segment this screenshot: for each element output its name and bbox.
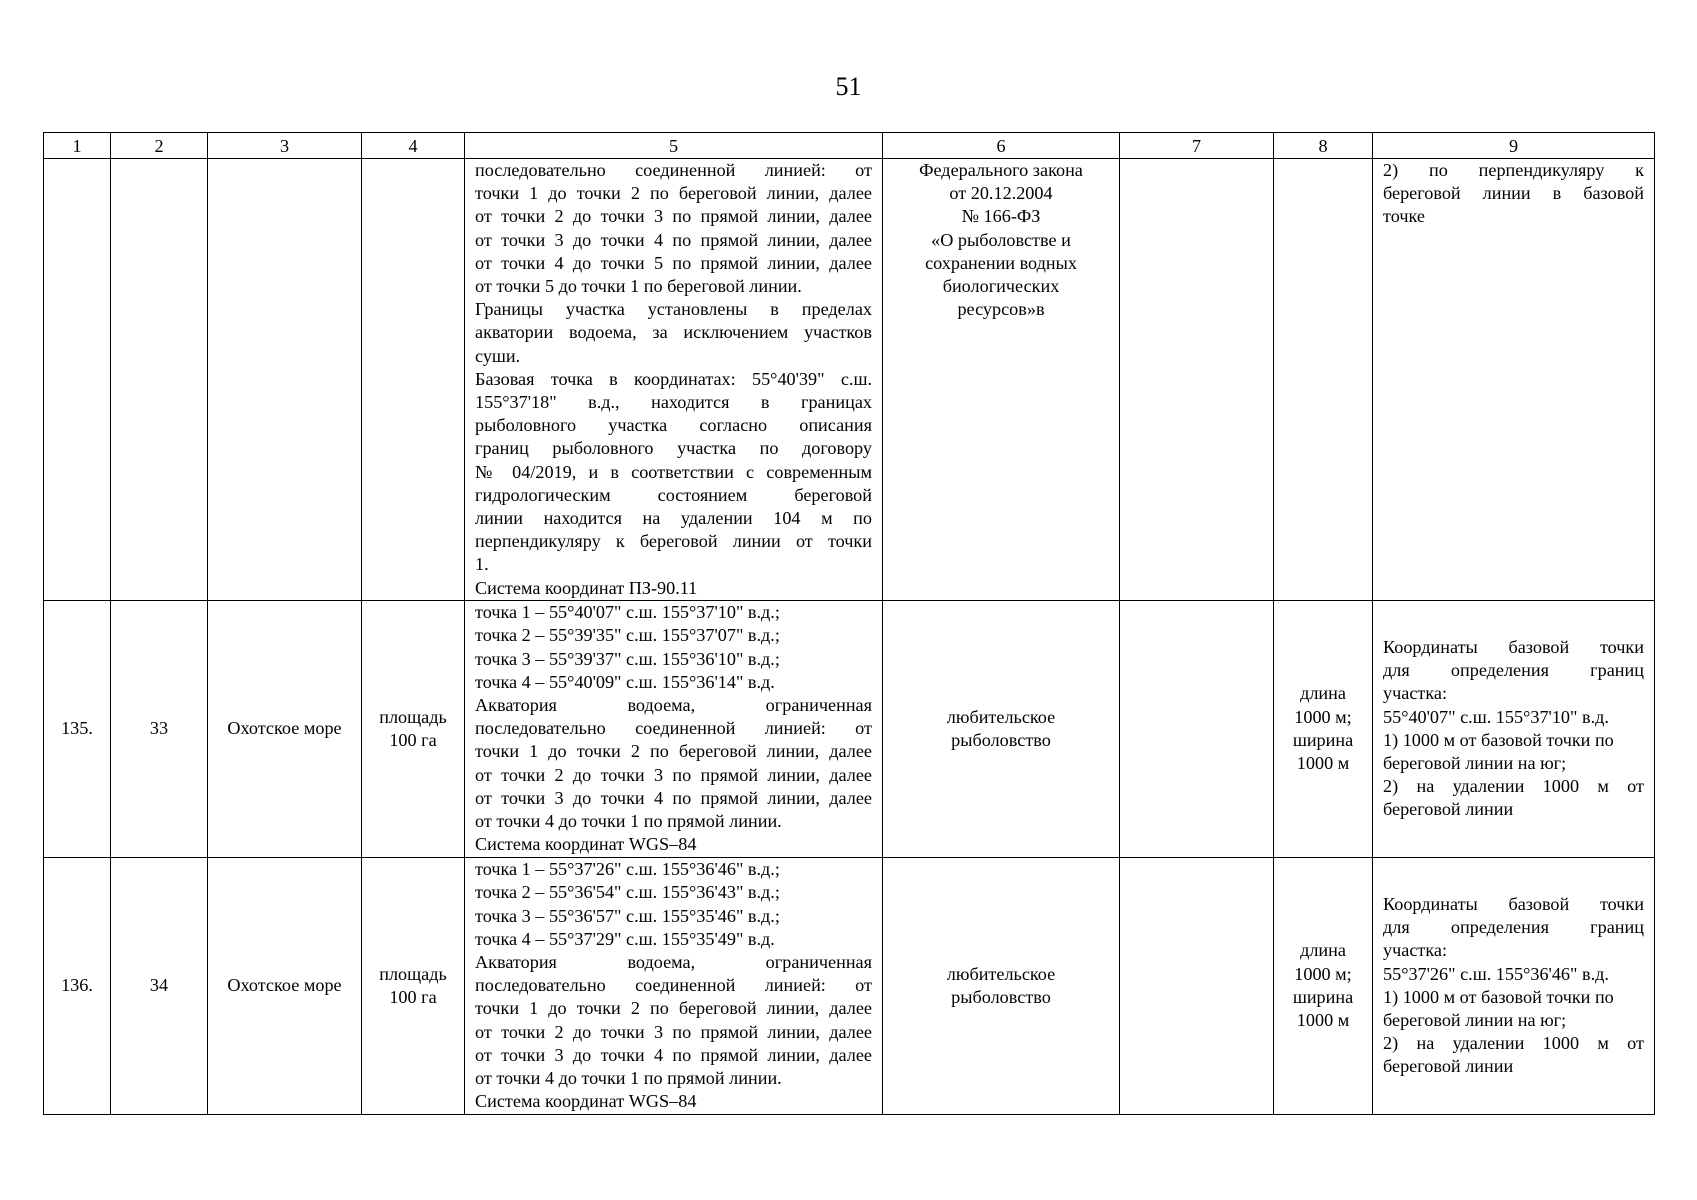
text-line: точка 4 – 55°37'29" с.ш. 155°35'49" в.д. [475,928,775,949]
cell-size [1274,600,1373,857]
text-line: длина [1300,940,1346,961]
text-line: для определения границ [1383,660,1644,681]
text-line: последовательно соединенной линией: от [475,718,872,739]
text-line: рыболовство [951,729,1051,750]
text-line: акватории водоема, за исключением участков [475,322,872,343]
cell-purpose [883,857,1120,1114]
cell-base-point [1373,600,1655,857]
text-line: участка: [1383,683,1448,704]
text-line: точка 2 – 55°39'35" с.ш. 155°37'07" в.д.; [475,625,780,646]
text-line: 55°40'07" с.ш. 155°37'10" в.д. [1383,706,1609,727]
header-row [44,133,1655,159]
header-col-5: 5 [465,133,883,159]
header-col-6: 6 [883,133,1120,159]
text-line: суши. [475,345,521,366]
text-line: биологических [942,276,1060,297]
cell-site [111,159,208,601]
header-col-3: 3 [208,133,362,159]
text-line: участка: [1383,940,1448,961]
text-line: точка 3 – 55°36'57" с.ш. 155°35'46" в.д.; [475,905,780,926]
text-line: Акватория водоема, ограниченная [475,695,872,716]
cell-base-point [1373,159,1655,601]
text-line: для определения границ [1383,917,1644,938]
text-line: от точки 4 до точки 5 по прямой линии, далее [475,252,872,273]
text-line: от точки 5 до точки 1 по береговой линии. [475,276,802,297]
text-line: точка 3 – 55°39'37" с.ш. 155°36'10" в.д.; [475,648,780,669]
text-line: Базовая точка в координатах: 55°40'39" с.ш. [475,368,872,389]
page-number: 51 [835,72,862,101]
text-line: 2) на удалении 1000 м от [1383,1033,1644,1054]
text-line: 2) на удалении 1000 м от [1383,776,1644,797]
text-line: Система координат WGS–84 [475,1091,697,1112]
text-line: рыболовного участка согласно описания [475,415,872,436]
text-line: «О рыболовстве и [931,229,1071,250]
text-line: точка 2 – 55°36'54" с.ш. 155°36'43" в.д.; [475,882,780,903]
cell-num [44,159,111,601]
text-line: от точки 2 до точки 3 по прямой линии, далее [475,1021,872,1042]
text-line: линии находится на удалении 104 м по [475,508,872,529]
cell-boundary-description [465,159,883,601]
cell-boundary-description [465,600,883,857]
text-line: последовательно соединенной линией: от [475,975,872,996]
text-line: от точки 4 до точки 1 по прямой линии. [475,1068,782,1089]
cell-purpose [883,159,1120,601]
text-line: рыболовство [951,986,1051,1007]
text-line: 1000 м [1296,753,1350,774]
text-line: Система координат WGS–84 [475,834,697,855]
text-line: 1000 м; [1294,963,1352,984]
text-line: 1000 м [1296,1010,1350,1031]
text-line: № 166-ФЗ [961,206,1041,227]
text-line: границ рыболовного участка по договору [475,438,872,459]
text-line: береговой линии [1383,1056,1514,1077]
cell-area [362,857,465,1114]
text-line: 55°37'26" с.ш. 155°36'46" в.д. [1383,963,1609,984]
text-line: 1) 1000 м от базовой точки по [1383,986,1614,1007]
text-line: Координаты базовой точки [1383,637,1644,658]
text-line: от точки 3 до точки 4 по прямой линии, далее [475,1044,872,1065]
text-line: любительское [946,963,1056,984]
text-line: площадь [379,706,447,727]
cell-col7 [1120,857,1274,1114]
text-line: от точки 2 до точки 3 по прямой линии, далее [475,764,872,785]
header-col-7: 7 [1120,133,1274,159]
text-line: 155°37'18" в.д., находится в границах [475,392,872,413]
text-line: 2) по перпендикуляру к [1383,160,1644,180]
text-line: перпендикуляру к береговой линии от точки [475,531,872,552]
text-line: Система координат ПЗ-90.11 [475,577,698,598]
table-row-continuation [44,159,1655,601]
header-col-1: 1 [44,133,111,159]
registry-table [43,132,1655,1115]
text-line: точки 1 до точки 2 по береговой линии, далее [475,183,872,204]
cell-num: 136. [44,857,111,1114]
text-line: 1000 м; [1294,706,1352,727]
text-line: № 04/2019, и в соответствии с современным [475,461,872,482]
cell-name: Охотское море [208,600,362,857]
cell-num: 135. [44,600,111,857]
cell-site: 34 [111,857,208,1114]
cell-base-point [1373,857,1655,1114]
text-line: от точки 4 до точки 1 по прямой линии. [475,811,782,832]
cell-name [208,159,362,601]
header-col-8: 8 [1274,133,1373,159]
text-line: ширина [1292,986,1354,1007]
text-line: 1) 1000 м от базовой точки по [1383,729,1614,750]
cell-area [362,600,465,857]
cell-col7 [1120,600,1274,857]
text-line: от 20.12.2004 [949,183,1053,204]
text-line: любительское [946,706,1056,727]
table-row [44,857,1655,1114]
text-line: последовательно соединенной линией: от [475,160,872,180]
text-line: береговой линии на юг; [1383,753,1567,774]
text-line: точки 1 до точки 2 по береговой линии, далее [475,741,872,762]
cell-col7 [1120,159,1274,601]
table-row [44,600,1655,857]
text-line: площадь [379,963,447,984]
text-line: 100 га [389,986,437,1007]
text-line: от точки 2 до точки 3 по прямой линии, далее [475,206,872,227]
text-line: Границы участка установлены в пределах [475,299,872,320]
text-line: точке [1383,206,1425,227]
text-line: гидрологическим состоянием береговой [475,484,872,505]
text-line: Акватория водоема, ограниченная [475,952,872,973]
cell-name: Охотское море [208,857,362,1114]
text-line: от точки 3 до точки 4 по прямой линии, далее [475,229,872,250]
text-line: ресурсов»в [957,299,1045,320]
text-line: точка 1 – 55°40'07" с.ш. 155°37'10" в.д.; [475,602,780,623]
text-line: береговой линии [1383,799,1514,820]
text-line: береговой линии на юг; [1383,1010,1567,1031]
text-line: точки 1 до точки 2 по береговой линии, далее [475,998,872,1019]
text-line: точка 4 – 55°40'09" с.ш. 155°36'14" в.д. [475,671,775,692]
header-col-9: 9 [1373,133,1655,159]
text-line: точка 1 – 55°37'26" с.ш. 155°36'46" в.д.; [475,859,780,880]
cell-size [1274,857,1373,1114]
text-line: 1. [475,554,489,575]
cell-boundary-description [465,857,883,1114]
text-line: сохранении водных [925,252,1077,273]
text-line: длина [1300,683,1346,704]
text-line: 100 га [389,729,437,750]
header-col-4: 4 [362,133,465,159]
cell-purpose [883,600,1120,857]
cell-area [362,159,465,601]
text-line: Координаты базовой точки [1383,894,1644,915]
header-col-2: 2 [111,133,208,159]
cell-site: 33 [111,600,208,857]
text-line: от точки 3 до точки 4 по прямой линии, далее [475,787,872,808]
text-line: береговой линии в базовой [1383,183,1644,204]
text-line: ширина [1292,729,1354,750]
text-line: Федерального закона [919,160,1083,180]
cell-size [1274,159,1373,601]
